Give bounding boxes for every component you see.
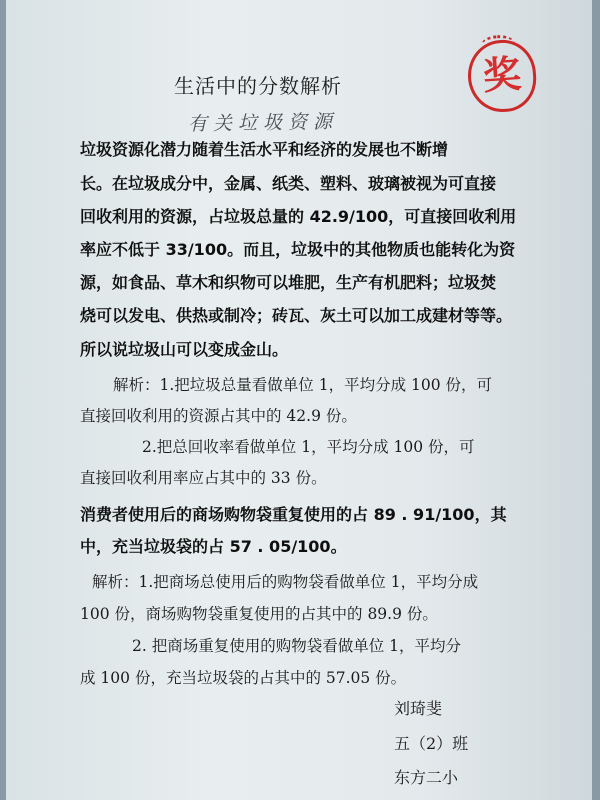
paragraph2-line: 消费者使用后的商场购物袋重复使用的占 89 . 91/100，其: [80, 505, 507, 524]
award-seal: [466, 38, 539, 115]
analysis2-line: 2. 把商场重复使用的购物袋看做单位 1，平均分: [132, 637, 462, 655]
analysis2-line: 成 100 份，充当垃圾袋的占其中的 57.05 份。: [80, 669, 407, 687]
document-title: 生活中的分数解析: [174, 74, 342, 98]
paragraph1-line: 烧可以发电、供热或制冷；砖瓦、灰土可以加工成建材等等。: [80, 306, 513, 325]
analysis1-line: 解析：1.把垃圾总量看做单位 1，平均分成 100 份，可: [113, 376, 493, 394]
paragraph1-line: 回收利用的资源，占垃圾总量的 42.9/100，可直接回收利用: [80, 207, 517, 226]
paper-sheet: [6, 0, 592, 800]
analysis2-line: 解析：1.把商场总使用后的购物袋看做单位 1，平均分成: [92, 573, 479, 591]
author-school: 东方二小: [394, 768, 459, 787]
paragraph1-line: 所以说垃圾山可以变成金山。: [80, 340, 289, 359]
analysis1-line: 直接回收利用率应占其中的 33 份。: [80, 469, 327, 487]
analysis1-line: 2.把总回收率看做单位 1，平均分成 100 份，可: [142, 438, 475, 456]
author-name: 刘琦斐: [394, 699, 443, 718]
paragraph1-line: 长。在垃圾成分中，金属、纸类、塑料、玻璃被视为可直接: [80, 174, 497, 193]
paragraph1-line: 源，如食品、草木和织物可以堆肥，生产有机肥料；垃圾焚: [80, 273, 497, 292]
paragraph1-line: 率应不低于 33/100。而且，垃圾中的其他物质也能转化为资: [80, 240, 516, 259]
paragraph1-line: 垃圾资源化潜力随着生活水平和经济的发展也不断增: [80, 140, 449, 159]
seal-character: 奖: [481, 51, 523, 99]
author-class: 五（2）班: [394, 734, 469, 753]
handwritten-subtitle: 有关垃圾资源: [187, 110, 339, 136]
analysis1-line: 直接回收利用的资源占其中的 42.9 份。: [80, 407, 357, 425]
paragraph2-line: 中，充当垃圾袋的占 57 . 05/100。: [80, 537, 347, 556]
analysis2-line: 100 份，商场购物袋重复使用的占其中的 89.9 份。: [80, 605, 438, 623]
